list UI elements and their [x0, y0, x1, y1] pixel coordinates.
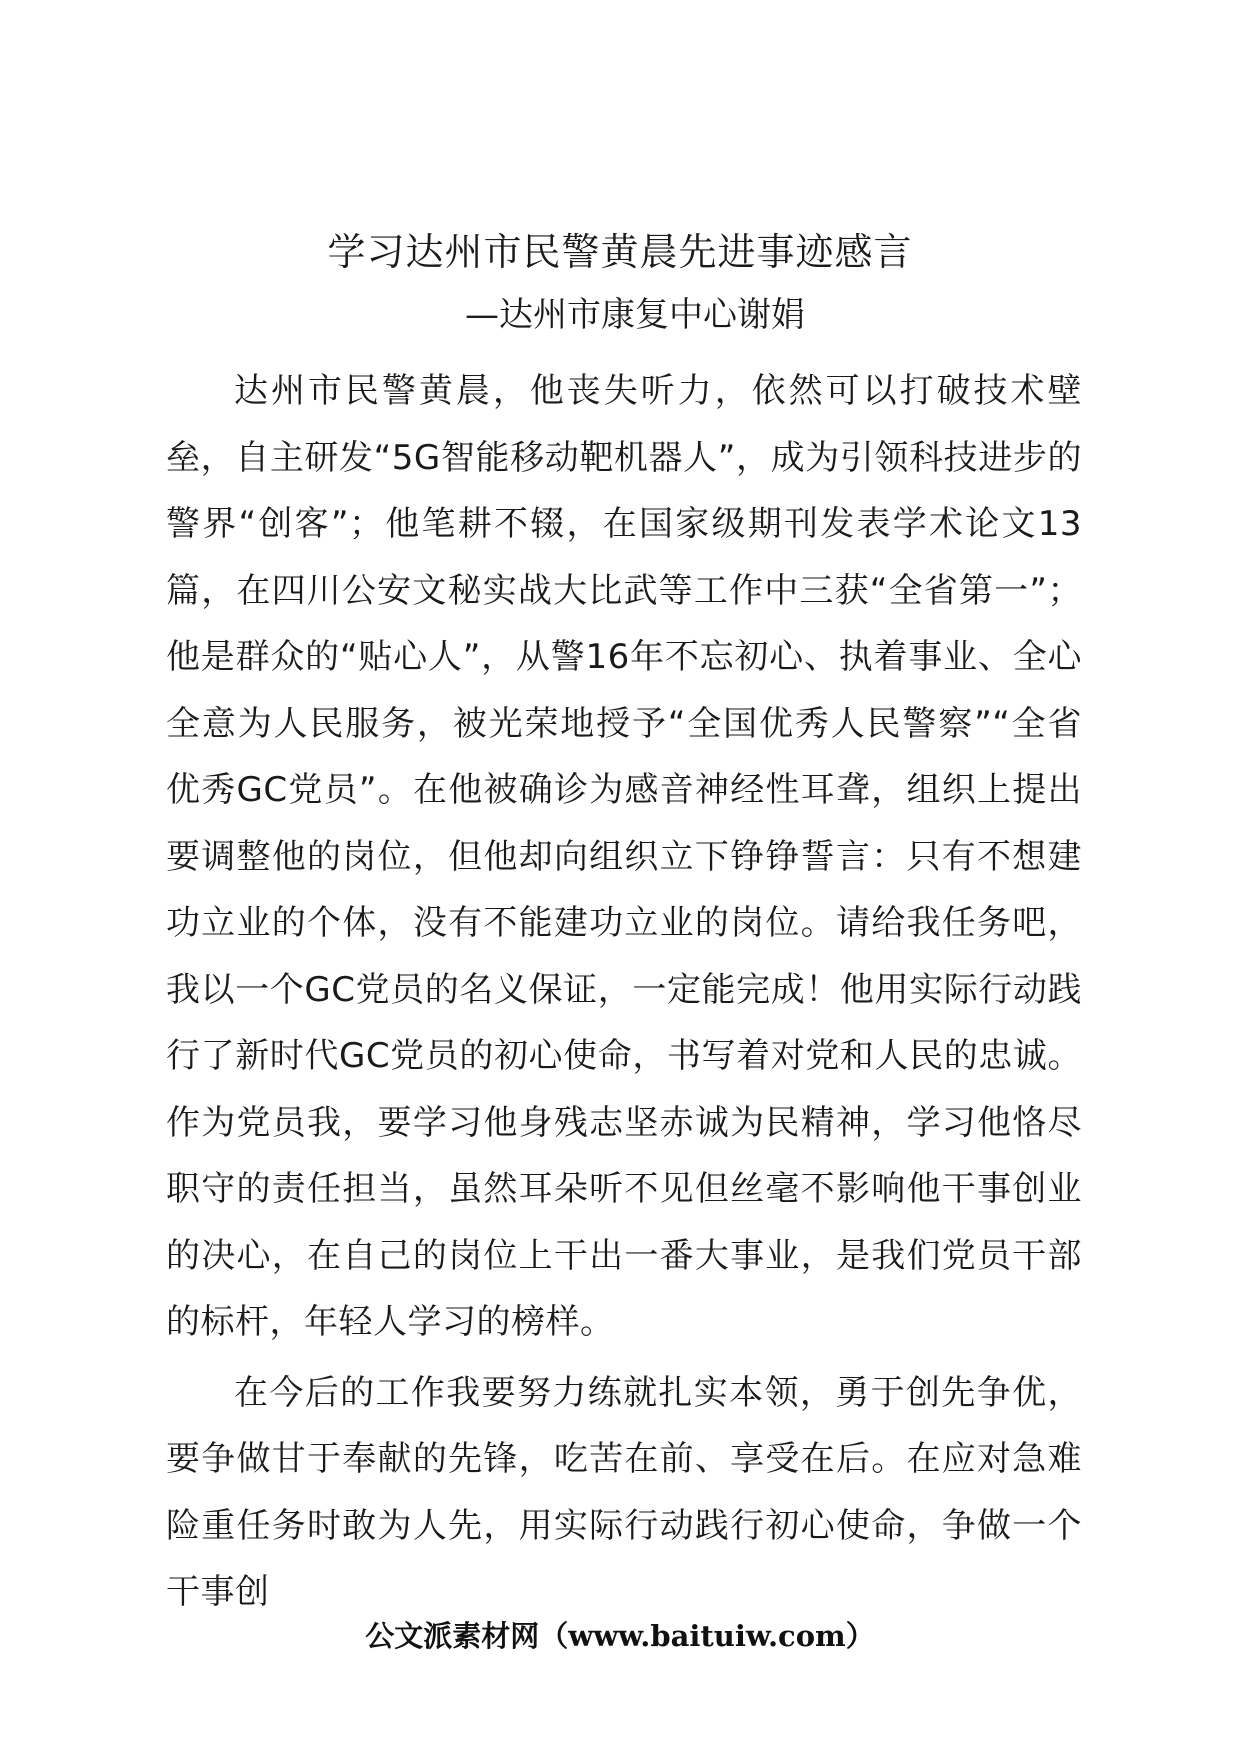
document-body	[166, 358, 1082, 1630]
author-subtitle: —达州市康复中心谢娟	[465, 295, 805, 335]
body-paragraph: 在今后的工作我要努力练就扎实本领，勇于创先争优，要争做甘于奉献的先锋，吃苦在前、享受在后。在应对急难险重任务时敢为人先，用实际行动践行初心使命，争做一个干事创	[166, 1372, 1082, 1612]
page-title: 学习达州市民警黄晨先进事迹感言	[327, 230, 913, 274]
body-paragraph: 达州市民警黄晨，他丧失听力，依然可以打破技术壁垒，自主研发“5G智能移动靶机器人”，成为引领科技进步的警界“创客”；他笔耕不辍，在国家级期刊发表学术论文13篇，在四川公安文秘实战大比武等工作中三获“全省第一”；他是群众的“贴心人”，从警16年不忘初心、执着事业、全心全意为人民服务，被光荣地授予“全国优秀人民警察”“全省优秀GC党员”。在他被确诊为感音神经性耳聋，组织上提出要调整他的岗位，但他却向组织立下铮铮誓言：只有不想建功立业的个体，没有不能建功立业的岗位。请给我任务吧，我以一个GC党员的名义保证，一定能完成！他用实际行动践行了新时代GC党员的初心使命，书写着对党和人民的忠诚。作为党员我，要学习他身残志坚赤诚为民精神，学习他恪尽职守的责任担当，虽然耳朵听不见但丝毫不影响他干事创业的决心，在自己的岗位上干出一番大事业，是我们党员干部的标杆，年轻人学习的榜样。	[166, 371, 1082, 1342]
watermark-footer: 公文派素材网（www.baituiw.com）	[365, 1619, 875, 1653]
